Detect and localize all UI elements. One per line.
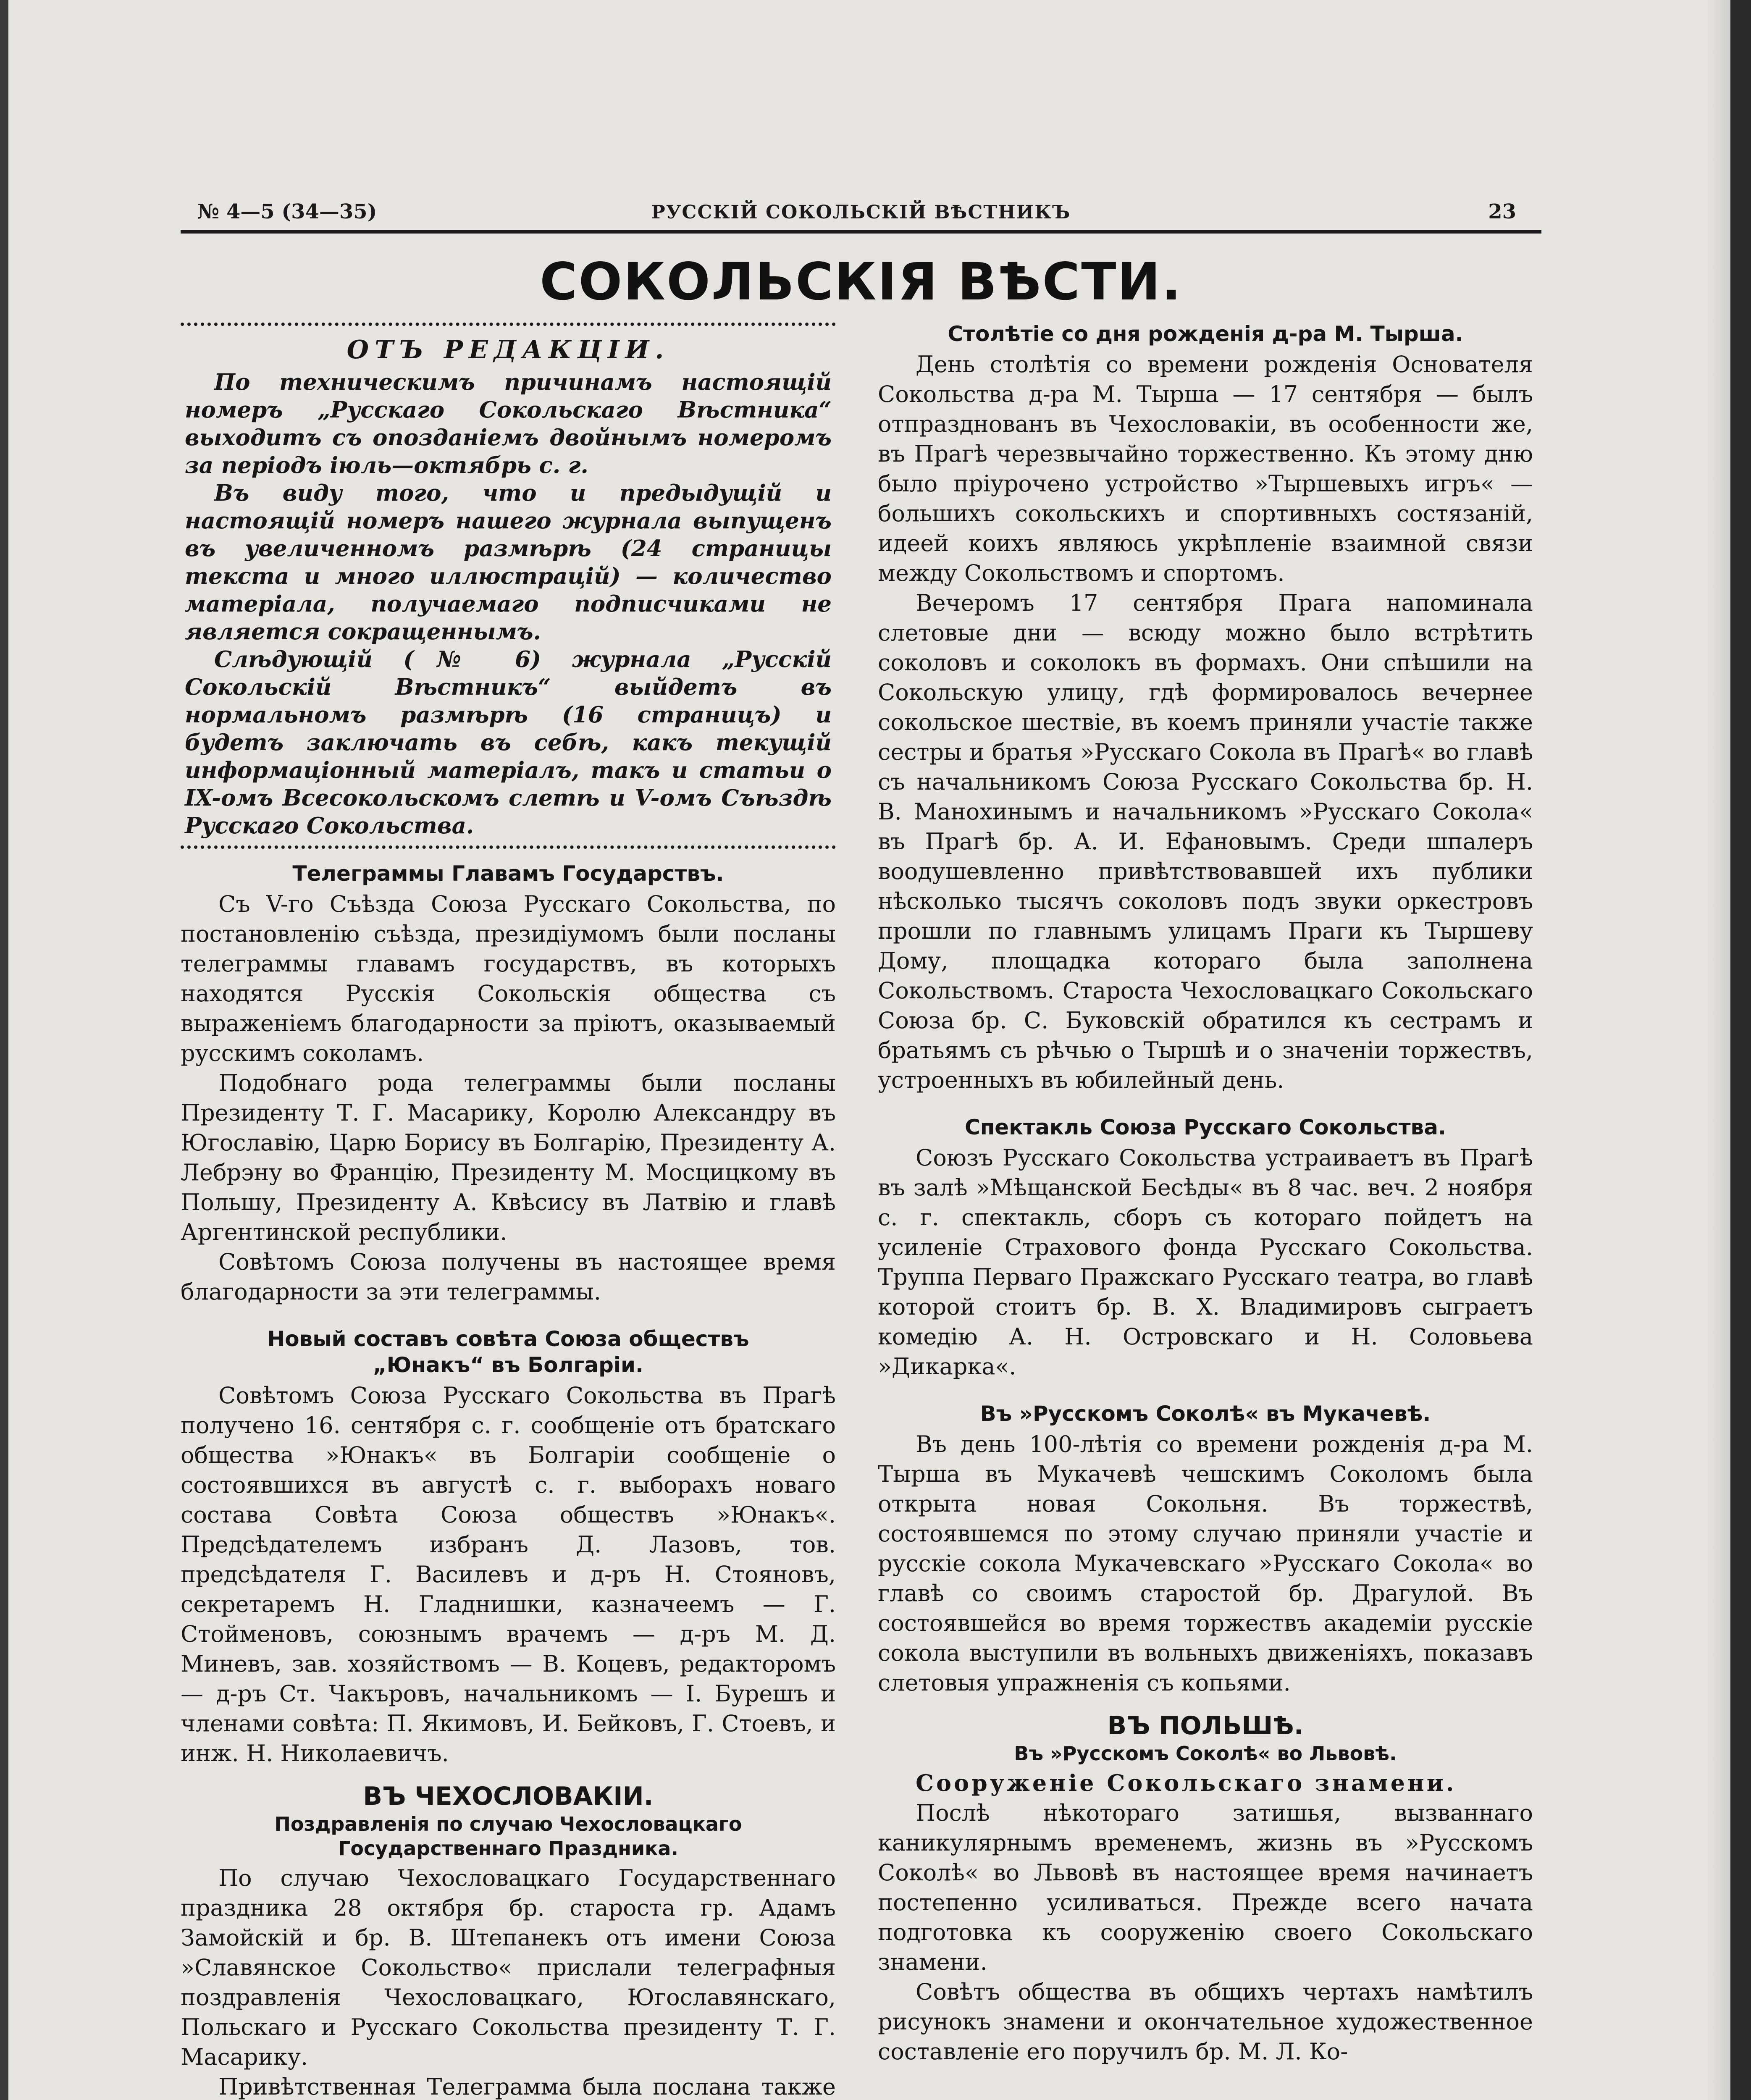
bulgaria-heading-line: „Юнакъ“ въ Болгаріи. xyxy=(373,1353,644,1377)
editorial-paragraph: Въ виду того, что и предыдущій и настоящій номеръ нашего журнала выпущенъ въ увеличенномъ размѣрѣ (24 страницы текста и много иллюстрацій) — количество матеріала, получаемаго подписчиками не является сокращеннымъ. xyxy=(185,480,832,645)
telegrams-heading: Телеграммы Главамъ Государствъ. xyxy=(292,861,724,886)
centenary-heading: Столѣтіе со дня рожденія д-ра М. Тырша. xyxy=(948,322,1463,346)
editorial-paragraph: Слѣдующій (№ 6) журнала „Русскій Сокольскій Вѣстникъ“ выйдетъ въ нормальномъ размѣрѣ (16 страницъ) и будетъ заключать въ себѣ, какъ текущій информаціонный матеріалъ, такъ и статьи о IX-омъ Всесокольскомъ слетѣ и V-омъ Съѣздѣ Русскаго Сокольства. xyxy=(185,646,832,839)
article-paragraph: День столѣтія со времени рожденія Основателя Сокольства д-ра М. Тырша — 17 сентября — былъ отпразднованъ въ Чехословакіи, въ особенности же, въ Прагѣ черезвычайно торжественно. Къ этому дню было пріурочено устройство »Тыршевыхъ игръ« — большихъ сокольскихъ и спортивныхъ состязаній, идеей коихъ являюсь укрѣпленіе взаимной связи между Сокольствомъ и спортомъ. xyxy=(878,351,1533,586)
article-paragraph: Подобнаго рода телеграммы были посланы Президенту Т. Г. Масарику, Королю Александру въ Югославію, Царю Борису въ Болгарію, Президенту А. Лебрэну во Францію, Президенту М. Мосцицкому въ Польшу, Президенту А. Квѣсису въ Латвію и главѣ Аргентинской республики. xyxy=(181,1070,836,1245)
article-paragraph: Въ день 100-лѣтія со времени рожденія д-ра М. Тырша въ Мукачевѣ чешскимъ Соколомъ была открыта новая Сокольня. Въ торжествѣ, состоявшемся по этому случаю приняли участіе и русскіе сокола Мукачевскаго »Русскаго Сокола« во главѣ со своимъ старостой бр. Драгулой. Въ состоявшейся во время торжествъ академіи русскіе сокола выступили въ вольныхъ движеніяхъ, показавъ слетовыя упражненія съ копьями. xyxy=(878,1431,1533,1696)
editorial-box xyxy=(181,335,836,840)
bulgaria-heading-line: Новый составъ совѣта Союза обществъ xyxy=(267,1327,749,1351)
subheading-line: Поздравленія по случаю Чехословацкаго xyxy=(274,1813,742,1835)
czechoslovakia-heading: ВЪ ЧЕХОСЛОВАКІИ. xyxy=(363,1782,654,1811)
article-paragraph: Съ V-го Съѣзда Союза Русскаго Сокольства, по постановленію съѣзда, президіумомъ были посланы телеграммы главамъ государствъ, въ которыхъ находятся Русскія Сокольскія общества съ выраженіемъ благодарности за пріютъ, оказываемый русскимъ соколамъ. xyxy=(181,891,836,1066)
article-paragraph: По случаю Чехословацкаго Государственнаго праздника 28 октября бр. староста гр. Адамъ Замойскій и бр. В. Штепанекъ отъ имени Союза »Славянское Сокольство« прислали телеграфныя поздравленія Чехословацкаго, Югославянскаго, Польскаго и Русскаго Сокольства президенту Т. Г. Масарику. xyxy=(181,1865,836,2070)
banner-subtitle: Сооруженіе Сокольскаго знамени. xyxy=(916,1769,1457,1796)
editorial-title: ОТЪ РЕДАКЦІИ. xyxy=(347,335,670,365)
article-paragraph: Совѣтъ общества въ общихъ чертахъ намѣтилъ рисунокъ знамени и окончательное художественное составленіе его поручилъ бр. М. Л. Ко- xyxy=(878,1979,1533,2065)
dotted-divider xyxy=(181,845,836,852)
right-column xyxy=(878,319,1533,2066)
dotted-divider xyxy=(181,323,836,329)
page-binding xyxy=(0,0,9,2100)
subheading-line: Государственнаго Праздника. xyxy=(338,1837,678,1860)
bulgaria-heading xyxy=(181,1326,836,1378)
spectacle-heading: Спектакль Союза Русскаго Сокольства. xyxy=(965,1115,1446,1139)
left-column xyxy=(181,319,836,2100)
journal-page xyxy=(8,0,1730,2100)
issue-number: № 4—5 (34—35) xyxy=(197,200,377,223)
page-edge-shadow xyxy=(1705,0,1730,2100)
article-paragraph: Послѣ нѣкотораго затишья, вызваннаго каникулярнымъ временемъ, жизнь въ »Русскомъ Соколѣ« во Львовѣ въ настоящее время начинаетъ постепенно усиливаться. Прежде всего начата подготовка къ сооруженію своего Сокольскаго знамени. xyxy=(878,1800,1533,1975)
page-number: 23 xyxy=(1488,200,1516,223)
article-paragraph: Союзъ Русскаго Сокольства устраиваетъ въ Прагѣ въ залѣ »Мѣщанской Бесѣды« въ 8 час. веч. 2 ноября с. г. спектакль, сборъ съ котораго пойдетъ на усиленіе Страхового фонда Русскаго Сокольства. Труппа Перваго Пражскаго Русскаго театра, во главѣ которой стоитъ бр. В. Х. Владимировъ сыграетъ комедію А. Н. Островскаго и Н. Соловьева »Дикарка«. xyxy=(878,1144,1533,1380)
poland-heading: ВЪ ПОЛЬШѢ. xyxy=(1107,1711,1304,1740)
header-rule xyxy=(181,230,1541,234)
editorial-paragraph: По техническимъ причинамъ настоящій номеръ „Русскаго Сокольскаго Вѣстника“ выходитъ съ опозданіемъ двойнымъ номеромъ за періодъ іюль—октябрь с. г. xyxy=(185,369,832,478)
journal-name: РУССКІЙ СОКОЛЬСКІЙ ВѢСТНИКЪ xyxy=(651,202,1071,223)
czechoslovakia-subheading xyxy=(181,1812,836,1861)
poland-subheading: Въ »Русскомъ Соколѣ« во Львовѣ. xyxy=(1014,1742,1397,1765)
page-title: СОКОЛЬСКІЯ ВѢСТИ. xyxy=(540,252,1182,312)
article-paragraph: Привѣтственная Телеграмма была послана также xyxy=(218,2074,836,2100)
article-paragraph: Совѣтомъ Союза Русскаго Сокольства въ Прагѣ получено 16. сентября с. г. сообщеніе отъ братскаго общества »Юнакъ« въ Болгаріи сообщеніе о состоявшихся въ августѣ с. г. выборахъ новаго состава Совѣта Союза обществъ »Юнакъ«. Предсѣдателемъ избранъ Д. Лазовъ, тов. предсѣдателя Г. Василевъ и д-ръ Н. Стояновъ, секретаремъ Н. Гладнишки, казначеемъ — Г. Стойменовъ, союзнымъ врачемъ — д-ръ М. Д. Миневъ, зав. хозяйствомъ — В. Коцевъ, редакторомъ — д-ръ Ст. Чакъровъ, начальникомъ — І. Бурешъ и членами совѣта: П. Якимовъ, И. Бейковъ, Г. Стоевъ, и инж. Н. Николаевичъ. xyxy=(181,1382,836,1767)
running-header xyxy=(181,197,1541,231)
article-paragraph: Совѣтомъ Союза получены въ настоящее время благодарности за эти телеграммы. xyxy=(181,1249,836,1305)
mukachevo-heading: Въ »Русскомъ Соколѣ« въ Мукачевѣ. xyxy=(980,1402,1431,1426)
article-paragraph: Вечеромъ 17 сентября Прага напоминала слетовые дни — всюду можно было встрѣтить соколовъ и соколокъ въ формахъ. Они спѣшили на Сокольскую улицу, гдѣ формировалось вечернее сокольское шествіе, въ коемъ приняли участіе также сестры и братья »Русскаго Сокола въ Прагѣ« во главѣ съ начальникомъ Союза Русскаго Сокольства бр. Н. В. Манохинымъ и начальникомъ »Русскаго Сокола« въ Прагѣ бр. А. И. Ефановымъ. Среди шпалеръ воодушевленно привѣтствовавшей ихъ публики нѣсколько тысячъ соколовъ подъ звуки оркестровъ прошли по главнымъ улицамъ Праги къ Тыршеву Дому, площадка котораго была заполнена Сокольствомъ. Староста Чехословацкаго Сокольскаго Союза бр. С. Буковскій обратился къ сестрамъ и братьямъ съ рѣчью о Тыршѣ и о значеніи торжествъ, устроенныхъ въ юбилейный день. xyxy=(878,590,1533,1093)
